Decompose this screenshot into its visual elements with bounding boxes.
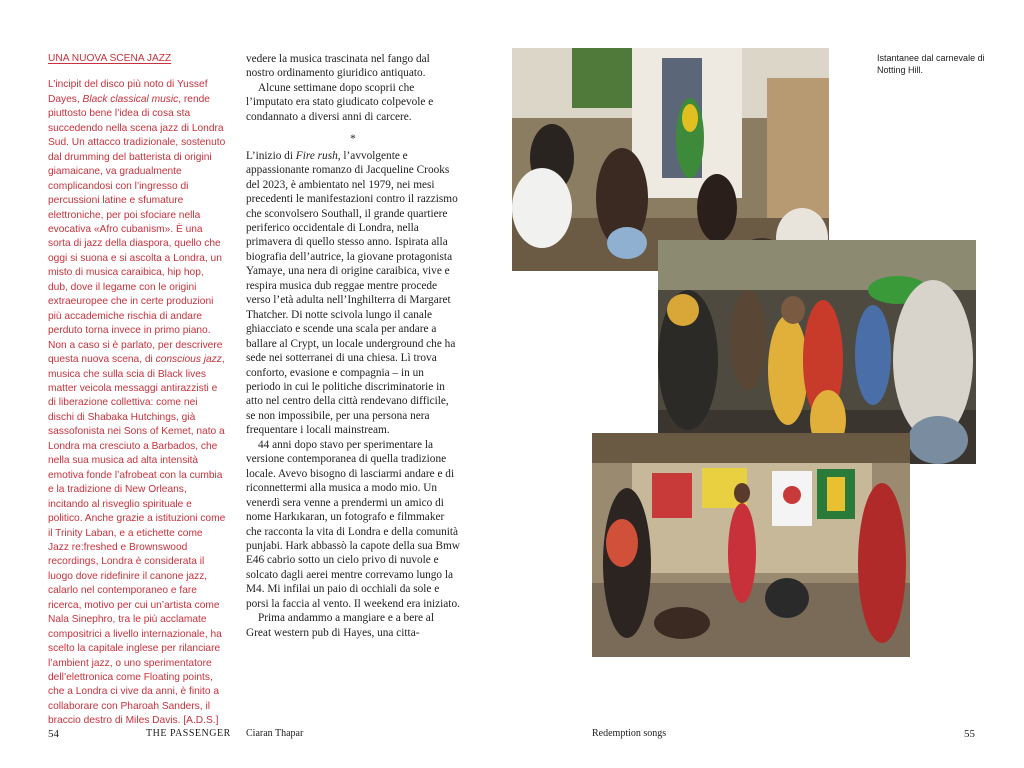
article-body-column [246, 52, 460, 640]
section-separator: * [350, 133, 356, 146]
body-paragraph-5: Prima andammo a mangiare e a bere al Great western pub di Hayes, una citta- [246, 612, 434, 639]
body-paragraph-2: Alcune settimane dopo scoprii che l’imputato era stato giudicato colpevole e condannato a diversi anni di carcere. [246, 81, 434, 123]
sidebar-text-1: L’incipit del disco più noto di Yussef Dayes, [48, 79, 208, 105]
magazine-name: THE PASSENGER [146, 728, 231, 739]
body-paragraph-1: vedere la musica trascinata nel fango dal nostro ordinamento giuridico antiquato. [246, 53, 430, 80]
book-title: Fire rush [295, 149, 338, 162]
sidebar-text-2: , rende piuttosto bene l’idea di cosa sta succedendo nella scena jazz di Londra Sud. Un attacco tradizionale, sostenuto dal drumming del batterista di origini giamaicane, va gradualmente complicandosi con l’ingresso di percussioni latine e sfumature elettroniche, per poi sfociare nella evocativa «Afro cubanism». È una sorta di jazz della diaspora, quello che oggi si suona e si ascolta a Londra, un misto di musica caraibica, hip hop, dub, dove il legame con le origini extraeuropee che in certe produzioni più accademiche rischia di andare perduto torna invece in primo piano. Non a caso si è parlato, per descrivere questa nuova scena, di [48, 93, 226, 366]
right-page-number: 55 [964, 728, 975, 740]
carnival-photo-street [512, 48, 829, 271]
sidebar-heading: UNA NUOVA SCENA JAZZ [48, 53, 172, 64]
body-paragraph-4: 44 anni dopo stavo per sperimentare la versione contemporanea di quella tradizione locale. Avevo bisogno di lasciarmi andare e di riconnettermi alla musica a modo mio. Un venerdì sera venne a prendermi un amico di nome Harkıkaran, un fotografo e filmmaker che racconta la vita di Londra e della comunità punjabi. Hark abbassò la capote della sua Bmw E46 cabrio sotto un cielo privo di nuvole e solcato dagli aerei mentre correvamo lungo la M4. Mi infilai un paio di occhiali da sole e porsi la faccia al vento. Il weekend era iniziato. [246, 438, 460, 610]
sidebar-album-title: Black classical music [82, 93, 179, 105]
carnival-photo-dancers [658, 240, 976, 464]
sidebar-box [48, 52, 226, 729]
sidebar-text-3: , musica che sulla scia di Black lives matter veicola messaggi antirazzisti e di liberazione collettiva: come nei dischi di Shabaka Hutchings, già sassofonista nei Sons of Kemet, nato a Londra ma cresciuto a Barbados, che nella sua musica ad alta intensità emotiva fonde l’afrobeat con la cumbia e la tradizione di New Orleans, incitando al risveglio spirituale e politico. Anche grazie a istituzioni come il Trinity Laban, e a etichette come Jazz re:freshed e Brownswood recordings, Londra è considerata il luogo dove ridefinire il canone jazz, calarlo nel contemporaneo e fare ricerca, motivo per cui un’artista come Nala Sinephro, tra le più acclamate compositrici a livello internazionale, ha scelto la capitale inglese per rilanciare l’ambient jazz, o uno sperimentatore dell’elettronica come Floating points, che a Londra ci vive da anni, è finito a collaborare con Pharoah Sanders, il braccio destro di Miles Davis. [A.D.S.] [48, 354, 226, 727]
carnival-photo-flags [592, 433, 910, 657]
sidebar-paragraph [48, 78, 226, 728]
left-page-number: 54 [48, 728, 59, 740]
author-name: Ciaran Thapar [246, 728, 304, 739]
body-p3-end: , l’avvolgente e appassionante romanzo di Jacqueline Crooks del 2023, è ambientato nel 1979, nei mesi precedenti le manifestazioni contro il razzismo che sconvolsero Southall, il grande quartiere periferico occidentale di Londra, nella primavera di quello stesso anno. Ispirata alla biografia dell’autrice, la giovane protagonista Yamaye, una nera di origine caraibica, vive e respira musica dub reggae mentre procede verso l’età adulta nell’Inghilterra di Margaret Thatcher. Di notte scivola lungo il canale ghiacciato e scende una scala per andare a ballare al Crypt, un locale underground che ha sede nei sotterranei di una chiesa. Lì trova conforto, evasione e compagnia – in un periodo in cui le politiche discriminatorie in atto nel centro della città rendevano difficile, se non impossibile, per una persona nera frequentare i locali mainstream. [246, 149, 458, 437]
photo-caption: Istantanee dal carnevale di Notting Hill. [877, 53, 985, 75]
body-p3-start: L’inizio di [246, 149, 296, 162]
body-paragraph-3 [246, 149, 460, 438]
sidebar-genre-term: conscious jazz [155, 354, 222, 366]
article-title: Redemption songs [592, 728, 667, 739]
